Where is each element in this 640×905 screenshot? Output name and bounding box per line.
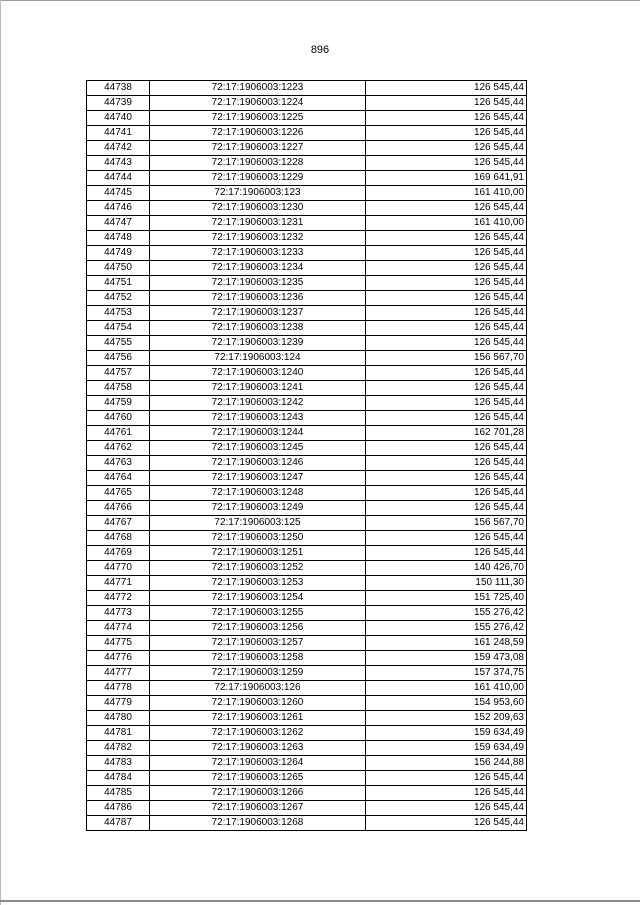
page-left-edge xyxy=(0,0,1,905)
cadastral-value-cell: 161 410,00 xyxy=(366,186,527,201)
row-number-cell: 44767 xyxy=(87,516,150,531)
table-row xyxy=(87,486,527,501)
page-number: 896 xyxy=(310,44,330,56)
cadastral-number-cell: 72:17:1906003:1255 xyxy=(150,606,366,621)
table-row xyxy=(87,336,527,351)
row-number-cell: 44747 xyxy=(87,216,150,231)
table-row xyxy=(87,546,527,561)
table-row xyxy=(87,411,527,426)
row-number-cell: 44776 xyxy=(87,651,150,666)
cadastral-number-cell: 72:17:1906003:1248 xyxy=(150,486,366,501)
cadastral-number-cell: 72:17:1906003:1259 xyxy=(150,666,366,681)
table-row xyxy=(87,471,527,486)
cadastral-number-cell: 72:17:1906003:124 xyxy=(150,351,366,366)
cadastral-number-cell: 72:17:1906003:1239 xyxy=(150,336,366,351)
cadastral-number-cell: 72:17:1906003:1245 xyxy=(150,441,366,456)
table-row xyxy=(87,456,527,471)
cadastral-number-cell: 72:17:1906003:1258 xyxy=(150,651,366,666)
cadastral-number-cell: 72:17:1906003:1228 xyxy=(150,156,366,171)
cadastral-value-cell: 155 276,42 xyxy=(366,606,527,621)
cadastral-number-cell: 72:17:1906003:1235 xyxy=(150,276,366,291)
table-row xyxy=(87,246,527,261)
table-row xyxy=(87,711,527,726)
table-row xyxy=(87,306,527,321)
row-number-cell: 44783 xyxy=(87,756,150,771)
table-row xyxy=(87,801,527,816)
cadastral-number-cell: 72:17:1906003:1268 xyxy=(150,816,366,831)
table-row xyxy=(87,396,527,411)
cadastral-number-cell: 72:17:1906003:1250 xyxy=(150,531,366,546)
table-row xyxy=(87,726,527,741)
table-row xyxy=(87,561,527,576)
cadastral-value-cell: 156 244,88 xyxy=(366,756,527,771)
table-row xyxy=(87,696,527,711)
cadastral-value-cell: 126 545,44 xyxy=(366,396,527,411)
cadastral-number-cell: 72:17:1906003:1223 xyxy=(150,81,366,96)
cadastral-number-cell: 72:17:1906003:1225 xyxy=(150,111,366,126)
cadastral-value-cell: 126 545,44 xyxy=(366,291,527,306)
cadastral-number-cell: 72:17:1906003:1237 xyxy=(150,306,366,321)
cadastral-value-cell: 152 209,63 xyxy=(366,711,527,726)
cadastral-number-cell: 72:17:1906003:1266 xyxy=(150,786,366,801)
row-number-cell: 44762 xyxy=(87,441,150,456)
cadastral-value-cell: 156 567,70 xyxy=(366,516,527,531)
table-row xyxy=(87,276,527,291)
table-row xyxy=(87,291,527,306)
table-row xyxy=(87,636,527,651)
row-number-cell: 44773 xyxy=(87,606,150,621)
cadastral-number-cell: 72:17:1906003:1260 xyxy=(150,696,366,711)
cadastral-value-cell: 126 545,44 xyxy=(366,816,527,831)
row-number-cell: 44740 xyxy=(87,111,150,126)
row-number-cell: 44759 xyxy=(87,396,150,411)
row-number-cell: 44761 xyxy=(87,426,150,441)
cadastral-number-cell: 72:17:1906003:1232 xyxy=(150,231,366,246)
cadastral-number-cell: 72:17:1906003:1252 xyxy=(150,561,366,576)
cadastral-value-table xyxy=(86,80,527,831)
cadastral-number-cell: 72:17:1906003:1249 xyxy=(150,501,366,516)
table-row xyxy=(87,756,527,771)
table-row xyxy=(87,216,527,231)
page-top-edge xyxy=(0,0,640,1)
cadastral-value-cell: 126 545,44 xyxy=(366,546,527,561)
row-number-cell: 44754 xyxy=(87,321,150,336)
cadastral-value-cell: 162 701,28 xyxy=(366,426,527,441)
table-row xyxy=(87,111,527,126)
cadastral-value-cell: 126 545,44 xyxy=(366,231,527,246)
table-row xyxy=(87,621,527,636)
row-number-cell: 44777 xyxy=(87,666,150,681)
cadastral-value-cell: 159 473,08 xyxy=(366,651,527,666)
row-number-cell: 44784 xyxy=(87,771,150,786)
table-row xyxy=(87,321,527,336)
cadastral-value-cell: 140 426,70 xyxy=(366,561,527,576)
cadastral-value-cell: 126 545,44 xyxy=(366,81,527,96)
cadastral-number-cell: 72:17:1906003:1230 xyxy=(150,201,366,216)
row-number-cell: 44749 xyxy=(87,246,150,261)
cadastral-value-cell: 126 545,44 xyxy=(366,801,527,816)
cadastral-value-cell: 126 545,44 xyxy=(366,366,527,381)
cadastral-number-cell: 72:17:1906003:1267 xyxy=(150,801,366,816)
cadastral-number-cell: 72:17:1906003:1229 xyxy=(150,171,366,186)
table-row xyxy=(87,366,527,381)
cadastral-number-cell: 72:17:1906003:1261 xyxy=(150,711,366,726)
row-number-cell: 44780 xyxy=(87,711,150,726)
row-number-cell: 44778 xyxy=(87,681,150,696)
table-row xyxy=(87,741,527,756)
row-number-cell: 44750 xyxy=(87,261,150,276)
row-number-cell: 44763 xyxy=(87,456,150,471)
cadastral-value-cell: 159 634,49 xyxy=(366,726,527,741)
row-number-cell: 44746 xyxy=(87,201,150,216)
table-row xyxy=(87,666,527,681)
cadastral-value-cell: 126 545,44 xyxy=(366,126,527,141)
cadastral-value-cell: 126 545,44 xyxy=(366,201,527,216)
row-number-cell: 44771 xyxy=(87,576,150,591)
row-number-cell: 44758 xyxy=(87,381,150,396)
row-number-cell: 44786 xyxy=(87,801,150,816)
cadastral-value-cell: 126 545,44 xyxy=(366,411,527,426)
cadastral-number-cell: 72:17:1906003:1224 xyxy=(150,96,366,111)
table-row xyxy=(87,126,527,141)
cadastral-value-cell: 161 410,00 xyxy=(366,216,527,231)
row-number-cell: 44774 xyxy=(87,621,150,636)
cadastral-number-cell: 72:17:1906003:1233 xyxy=(150,246,366,261)
cadastral-value-cell: 161 248,59 xyxy=(366,636,527,651)
cadastral-number-cell: 72:17:1906003:1251 xyxy=(150,546,366,561)
table-row xyxy=(87,156,527,171)
row-number-cell: 44770 xyxy=(87,561,150,576)
cadastral-number-cell: 72:17:1906003:123 xyxy=(150,186,366,201)
row-number-cell: 44741 xyxy=(87,126,150,141)
cadastral-number-cell: 72:17:1906003:125 xyxy=(150,516,366,531)
cadastral-value-cell: 169 641,91 xyxy=(366,171,527,186)
table-row xyxy=(87,426,527,441)
cadastral-value-cell: 126 545,44 xyxy=(366,471,527,486)
row-number-cell: 44779 xyxy=(87,696,150,711)
row-number-cell: 44769 xyxy=(87,546,150,561)
cadastral-number-cell: 72:17:1906003:1242 xyxy=(150,396,366,411)
cadastral-value-cell: 155 276,42 xyxy=(366,621,527,636)
cadastral-value-cell: 126 545,44 xyxy=(366,771,527,786)
cadastral-value-cell: 126 545,44 xyxy=(366,261,527,276)
row-number-cell: 44738 xyxy=(87,81,150,96)
table-row xyxy=(87,381,527,396)
cadastral-value-cell: 126 545,44 xyxy=(366,501,527,516)
row-number-cell: 44743 xyxy=(87,156,150,171)
cadastral-number-cell: 72:17:1906003:1265 xyxy=(150,771,366,786)
table-row xyxy=(87,201,527,216)
table-row xyxy=(87,816,527,831)
row-number-cell: 44775 xyxy=(87,636,150,651)
table-row xyxy=(87,531,527,546)
row-number-cell: 44739 xyxy=(87,96,150,111)
cadastral-value-cell: 126 545,44 xyxy=(366,321,527,336)
row-number-cell: 44755 xyxy=(87,336,150,351)
cadastral-number-cell: 72:17:1906003:1247 xyxy=(150,471,366,486)
table-row xyxy=(87,786,527,801)
table-row xyxy=(87,351,527,366)
row-number-cell: 44781 xyxy=(87,726,150,741)
cadastral-number-cell: 72:17:1906003:1236 xyxy=(150,291,366,306)
table-row xyxy=(87,261,527,276)
table-row xyxy=(87,171,527,186)
cadastral-value-cell: 157 374,75 xyxy=(366,666,527,681)
row-number-cell: 44757 xyxy=(87,366,150,381)
cadastral-number-cell: 72:17:1906003:1227 xyxy=(150,141,366,156)
table-row xyxy=(87,81,527,96)
cadastral-value-cell: 126 545,44 xyxy=(366,306,527,321)
cadastral-value-cell: 126 545,44 xyxy=(366,786,527,801)
row-number-cell: 44753 xyxy=(87,306,150,321)
cadastral-number-cell: 72:17:1906003:1244 xyxy=(150,426,366,441)
table-row xyxy=(87,576,527,591)
cadastral-number-cell: 72:17:1906003:1246 xyxy=(150,456,366,471)
cadastral-number-cell: 72:17:1906003:1234 xyxy=(150,261,366,276)
row-number-cell: 44785 xyxy=(87,786,150,801)
cadastral-value-cell: 126 545,44 xyxy=(366,96,527,111)
table-row xyxy=(87,591,527,606)
cadastral-value-cell: 154 953,60 xyxy=(366,696,527,711)
table-row xyxy=(87,186,527,201)
cadastral-number-cell: 72:17:1906003:1241 xyxy=(150,381,366,396)
row-number-cell: 44756 xyxy=(87,351,150,366)
cadastral-number-cell: 72:17:1906003:1264 xyxy=(150,756,366,771)
cadastral-number-cell: 72:17:1906003:1253 xyxy=(150,576,366,591)
cadastral-value-cell: 126 545,44 xyxy=(366,486,527,501)
cadastral-value-cell: 126 545,44 xyxy=(366,381,527,396)
row-number-cell: 44764 xyxy=(87,471,150,486)
cadastral-value-cell: 126 545,44 xyxy=(366,531,527,546)
table-row xyxy=(87,681,527,696)
row-number-cell: 44742 xyxy=(87,141,150,156)
cadastral-number-cell: 72:17:1906003:1254 xyxy=(150,591,366,606)
cadastral-number-cell: 72:17:1906003:1257 xyxy=(150,636,366,651)
row-number-cell: 44787 xyxy=(87,816,150,831)
table-row xyxy=(87,141,527,156)
table-row xyxy=(87,651,527,666)
cadastral-number-cell: 72:17:1906003:126 xyxy=(150,681,366,696)
row-number-cell: 44745 xyxy=(87,186,150,201)
row-number-cell: 44748 xyxy=(87,231,150,246)
row-number-cell: 44772 xyxy=(87,591,150,606)
cadastral-value-cell: 156 567,70 xyxy=(366,351,527,366)
cadastral-number-cell: 72:17:1906003:1226 xyxy=(150,126,366,141)
cadastral-value-cell: 126 545,44 xyxy=(366,456,527,471)
row-number-cell: 44766 xyxy=(87,501,150,516)
cadastral-value-cell: 126 545,44 xyxy=(366,441,527,456)
cadastral-value-cell: 126 545,44 xyxy=(366,336,527,351)
table-row xyxy=(87,441,527,456)
table-row xyxy=(87,606,527,621)
row-number-cell: 44760 xyxy=(87,411,150,426)
cadastral-value-cell: 150 111,30 xyxy=(366,576,527,591)
cadastral-number-cell: 72:17:1906003:1263 xyxy=(150,741,366,756)
cadastral-number-cell: 72:17:1906003:1240 xyxy=(150,366,366,381)
cadastral-value-cell: 159 634,49 xyxy=(366,741,527,756)
cadastral-number-cell: 72:17:1906003:1243 xyxy=(150,411,366,426)
row-number-cell: 44752 xyxy=(87,291,150,306)
row-number-cell: 44782 xyxy=(87,741,150,756)
table-body xyxy=(87,81,527,831)
table-row xyxy=(87,771,527,786)
row-number-cell: 44768 xyxy=(87,531,150,546)
row-number-cell: 44751 xyxy=(87,276,150,291)
row-number-cell: 44765 xyxy=(87,486,150,501)
table-row xyxy=(87,231,527,246)
row-number-cell: 44744 xyxy=(87,171,150,186)
cadastral-value-cell: 161 410,00 xyxy=(366,681,527,696)
page-bottom-edge xyxy=(0,900,640,902)
cadastral-value-cell: 126 545,44 xyxy=(366,156,527,171)
cadastral-number-cell: 72:17:1906003:1231 xyxy=(150,216,366,231)
cadastral-number-cell: 72:17:1906003:1262 xyxy=(150,726,366,741)
cadastral-value-cell: 126 545,44 xyxy=(366,246,527,261)
cadastral-number-cell: 72:17:1906003:1238 xyxy=(150,321,366,336)
cadastral-value-cell: 151 725,40 xyxy=(366,591,527,606)
cadastral-value-cell: 126 545,44 xyxy=(366,141,527,156)
cadastral-value-cell: 126 545,44 xyxy=(366,276,527,291)
cadastral-number-cell: 72:17:1906003:1256 xyxy=(150,621,366,636)
table-row xyxy=(87,501,527,516)
table-row xyxy=(87,516,527,531)
cadastral-value-cell: 126 545,44 xyxy=(366,111,527,126)
table-row xyxy=(87,96,527,111)
